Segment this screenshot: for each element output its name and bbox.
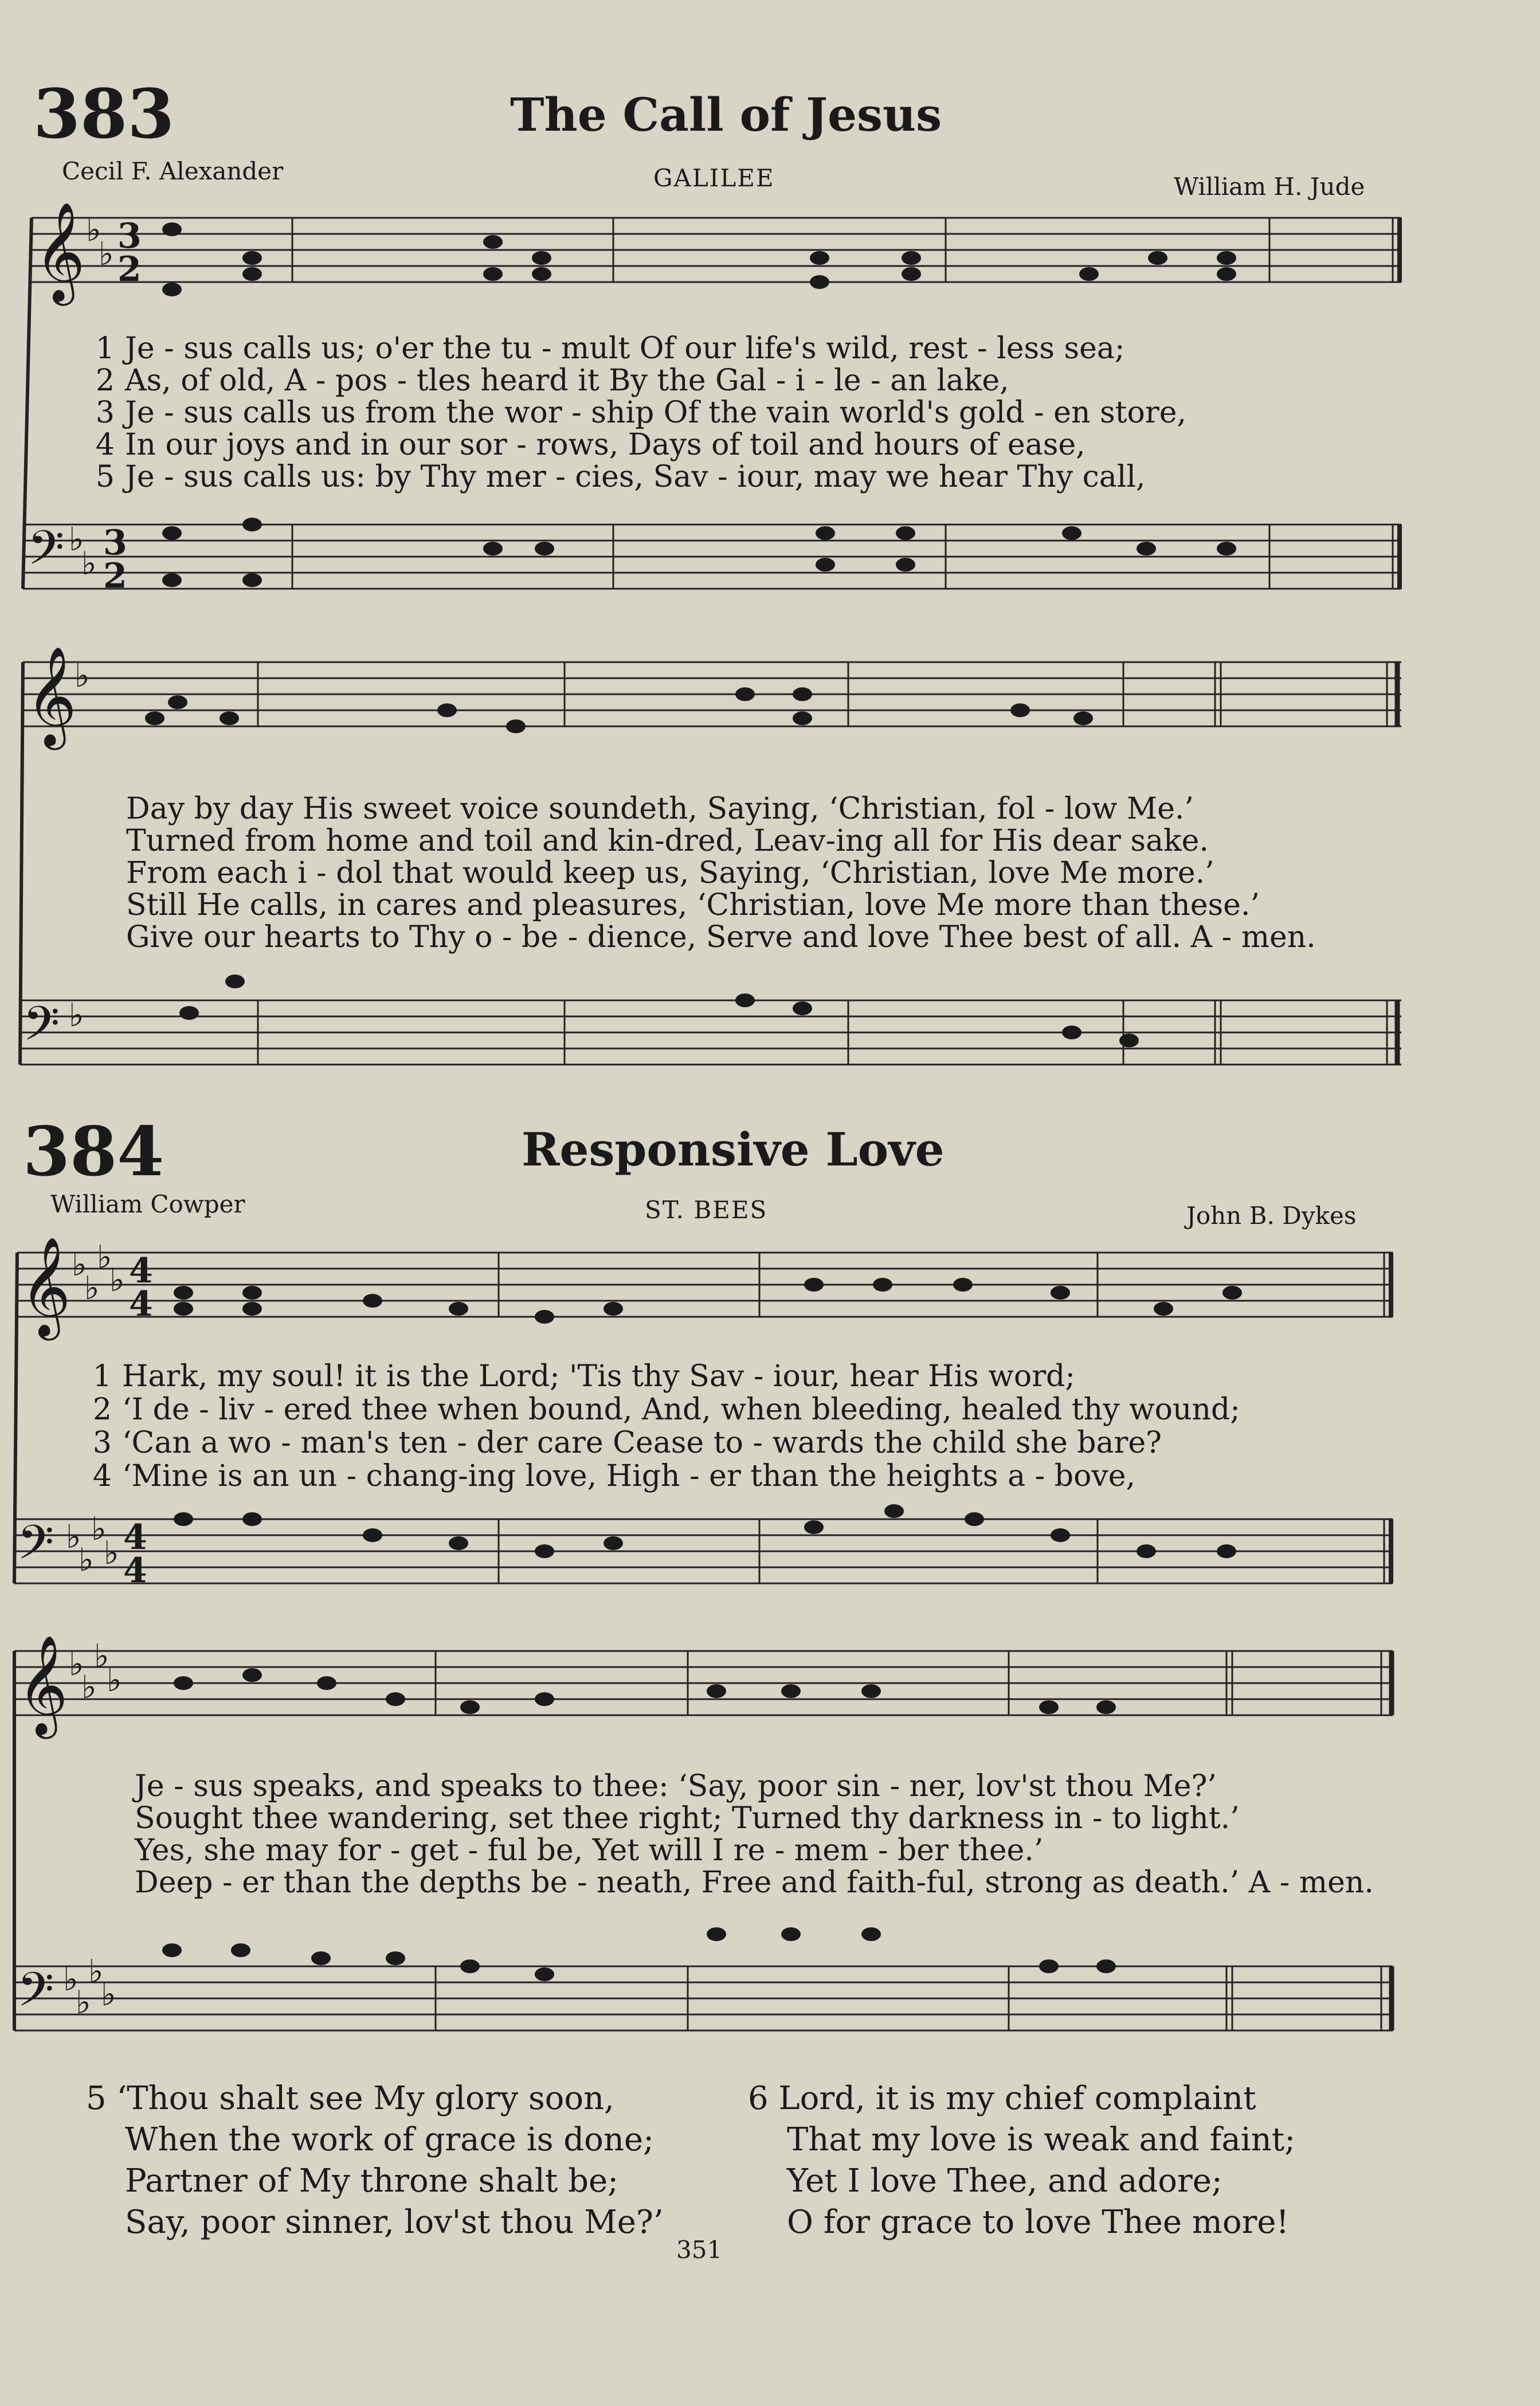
stanza-5 <box>86 2078 664 2243</box>
svg-text:♭: ♭ <box>69 997 84 1034</box>
composer-383: William H. Jude <box>1174 173 1365 201</box>
svg-text:3: 3 <box>117 216 142 256</box>
lyric-line: Turned from home and toil and kin-dred, Leav-ing all for His dear sake. <box>126 824 1209 858</box>
svg-text:♭: ♭ <box>79 1542 94 1579</box>
stanza-number: 6 <box>748 2080 769 2117</box>
stanza-line: Partner of My throne shalt be; <box>125 2162 618 2200</box>
svg-text:♭: ♭ <box>109 1262 125 1299</box>
svg-text:𝄞: 𝄞 <box>34 202 85 302</box>
stanza-line: Lord, it is my chief complaint <box>778 2080 1256 2117</box>
tune-name-384: ST. BEES <box>645 1196 768 1224</box>
svg-text:♭: ♭ <box>86 212 101 249</box>
lyric-line: Deep - er than the depths be - neath, Free and faith-ful, strong as death.’ A - men. <box>135 1865 1374 1900</box>
svg-text:♭: ♭ <box>81 545 97 582</box>
svg-text:♭: ♭ <box>101 1976 116 2013</box>
svg-text:♭: ♭ <box>99 236 114 273</box>
lyric-line: Sought thee wandering, set thee right; Turned thy darkness in - to light.’ <box>135 1801 1240 1836</box>
lyric-verse-1: 1 Je - sus calls us; o'er the tu - mult Of our life's wild, rest - less sea; <box>95 331 1125 366</box>
svg-text:𝄞: 𝄞 <box>17 1635 68 1735</box>
hymn-title-384: Responsive Love <box>522 1122 945 1176</box>
lyric-verse-1: 1 Hark, my soul! it is the Lord; 'Tis thy Sav - iour, hear His word; <box>92 1359 1075 1394</box>
lyrics-384-system-1 <box>89 1359 1240 1493</box>
lyric-line: From each i - dol that would keep us, Saying, ‘Christian, love Me more.’ <box>126 856 1214 890</box>
svg-text:𝄢: 𝄢 <box>17 1962 54 2029</box>
stanza-line: Yet I love Thee, and adore; <box>787 2162 1222 2200</box>
hymn-number-384: 384 <box>23 1112 164 1191</box>
lyric-line: Give our hearts to Thy o - be - dience, Serve and love Thee best of all. A - men. <box>126 920 1316 954</box>
svg-text:♭: ♭ <box>91 1511 107 1548</box>
stanza-6 <box>748 2078 1295 2243</box>
stanza-line: Say, poor sinner, lov'st thou Me?’ <box>125 2204 664 2241</box>
lyric-line: Je - sus speaks, and speaks to thee: ‘Say, poor sin - ner, lov'st thou Me?’ <box>135 1769 1217 1803</box>
author-384: William Cowper <box>50 1190 245 1218</box>
lyric-verse-2: 2 As, of old, A - pos - tles heard it By the Gal - i - le - an lake, <box>95 363 1009 398</box>
stanza-line: When the work of grace is done; <box>125 2121 654 2158</box>
svg-text:3: 3 <box>103 523 127 563</box>
svg-text:♭: ♭ <box>84 1270 100 1307</box>
svg-text:𝄢: 𝄢 <box>28 520 65 587</box>
svg-text:4: 4 <box>123 1551 147 1591</box>
lyric-verse-2: 2 ‘I de - liv - ered thee when bound, And, when bleeding, healed thy wound; <box>92 1392 1240 1427</box>
hymn-number-383: 383 <box>33 74 175 154</box>
svg-text:♭: ♭ <box>66 1519 81 1556</box>
stanza-line: O for grace to love Thee more! <box>787 2204 1289 2241</box>
lyrics-383-system-1 <box>92 331 1187 494</box>
lyric-verse-4: 4 In our joys and in our sor - rows, Days of toil and hours of ease, <box>95 428 1086 462</box>
svg-text:2: 2 <box>117 249 142 289</box>
svg-text:♭: ♭ <box>104 1535 119 1572</box>
svg-text:𝄞: 𝄞 <box>26 646 77 746</box>
svg-text:4: 4 <box>129 1251 153 1291</box>
stanza-line: ‘Thou shalt see My glory soon, <box>116 2080 614 2117</box>
lyric-line: Day by day His sweet voice soundeth, Saying, ‘Christian, fol - low Me.’ <box>126 792 1194 826</box>
svg-text:4: 4 <box>129 1284 153 1324</box>
svg-text:♭: ♭ <box>76 1984 91 2021</box>
composer-384: John B. Dykes <box>1186 1202 1357 1230</box>
svg-text:𝄢: 𝄢 <box>17 1515 54 1582</box>
svg-text:♭: ♭ <box>88 1953 104 1990</box>
svg-text:♭: ♭ <box>94 1638 109 1675</box>
lyrics-383-system-2 <box>126 794 1316 952</box>
svg-text:𝄢: 𝄢 <box>23 996 60 1063</box>
svg-text:𝄞: 𝄞 <box>20 1237 71 1336</box>
svg-text:♭: ♭ <box>63 1961 79 1998</box>
svg-text:2: 2 <box>103 556 127 596</box>
lyric-line: Still He calls, in cares and pleasures, ‘Christian, love Me more than these.’ <box>126 888 1260 922</box>
hymn-title-383: The Call of Jesus <box>510 88 942 142</box>
lyric-verse-3: 3 ‘Can a wo - man's ten - der care Cease to - wards the child she bare? <box>92 1426 1162 1460</box>
lyric-line: Yes, she may for - get - ful be, Yet will I re - mem - ber thee.’ <box>135 1833 1044 1868</box>
svg-text:♭: ♭ <box>97 1239 112 1276</box>
svg-text:♭: ♭ <box>69 521 84 558</box>
page-number: 351 <box>676 2236 723 2264</box>
lyrics-384-system-2 <box>135 1771 1374 1898</box>
svg-text:♭: ♭ <box>75 658 90 695</box>
svg-text:4: 4 <box>123 1517 147 1558</box>
svg-text:♭: ♭ <box>72 1246 87 1284</box>
svg-text:♭: ♭ <box>107 1662 122 1699</box>
svg-text:♭: ♭ <box>81 1669 97 1706</box>
lyric-verse-3: 3 Je - sus calls us from the wor - ship Of the vain world's gold - en store, <box>95 396 1187 430</box>
lyric-verse-5: 5 Je - sus calls us: by Thy mer - cies, Sav - iour, may we hear Thy call, <box>95 460 1146 494</box>
svg-text:♭: ♭ <box>69 1646 84 1683</box>
tune-name-383: GALILEE <box>653 164 775 192</box>
stanza-number: 5 <box>86 2080 107 2117</box>
author-383: Cecil F. Alexander <box>62 157 284 185</box>
lyric-verse-4: 4 ‘Mine is an un - chang-ing love, High - er than the heights a - bove, <box>92 1459 1136 1493</box>
stanza-line: That my love is weak and faint; <box>787 2121 1296 2158</box>
